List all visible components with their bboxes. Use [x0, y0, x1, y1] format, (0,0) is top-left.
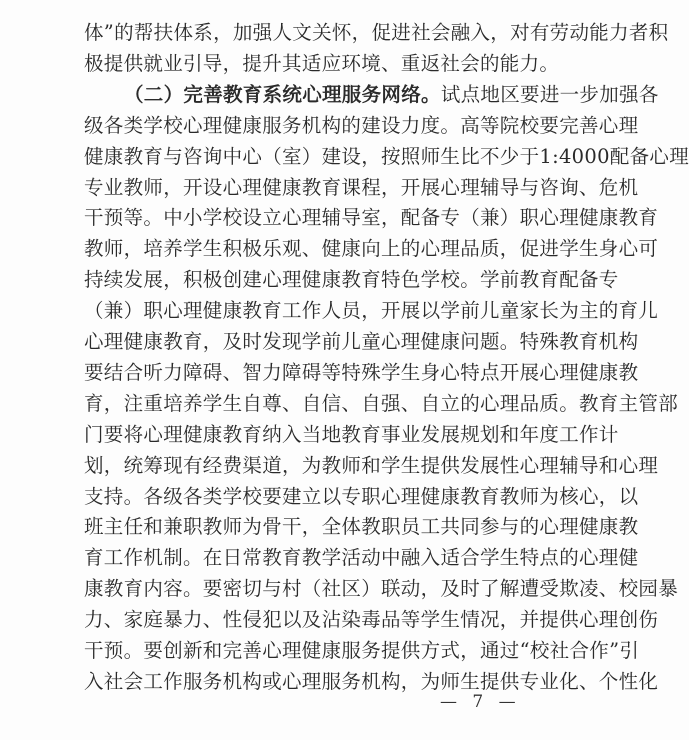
text-line-20: 干预。要创新和完善心理健康服务提供方式，通过“校社合作”引 [84, 639, 640, 662]
text-line-8: 持续发展，积极创建心理健康教育特色学校。学前教育配备专 [84, 268, 619, 292]
page-number-footer [440, 690, 516, 714]
text-line-3: 级各类学校心理健康服务机构的建设力度。高等院校要完善心理 [84, 113, 639, 137]
text-line-17: 育工作机制。在日常教育教学活动中融入适合学生特点的心理健 [84, 546, 639, 570]
page-dash-left: — [440, 692, 457, 712]
heading-line-rest: 试点地区要进一步加强各 [440, 82, 659, 106]
text-line-11: 要结合听力障碍、智力障碍等特殊学生身心特点开展心理健康教 [84, 360, 639, 384]
text-line-5: 专业教师，开设心理健康教育课程，开展心理辅导与咨询、危机 [84, 175, 639, 199]
text-line-19: 力、家庭暴力、性侵犯以及沾染毒品等学生情况，并提供心理创伤 [84, 608, 659, 632]
text-line-2: 极提供就业引导，提升其适应环境、重返社会的能力。 [84, 51, 560, 75]
text-line-7: 教师，培养学生积极乐观、健康向上的心理品质，促进学生身心可 [84, 237, 659, 261]
section-heading: （二）完善教育系统心理服务网络。 [124, 82, 441, 106]
text-line-15: 支持。各级各类学校要建立以专职心理健康教育教师为核心，以 [84, 484, 639, 508]
text-line-13: 门要将心理健康教育纳入当地教育事业发展规划和年度工作计 [84, 422, 619, 446]
text-line-10: 心理健康教育，及时发现学前儿童心理健康问题。特殊教育机构 [84, 330, 639, 353]
text-line-6: 干预等。中小学校设立心理辅导室，配备专（兼）职心理健康教育 [84, 206, 659, 230]
text-line-14: 划，统筹现有经费渠道，为教师和学生提供发展性心理辅导和心理 [84, 453, 659, 477]
text-line-4: 健康教育与咨询中心（室）建设，按照师生比不少于1:4000配备心理 [84, 144, 689, 168]
text-line-16: 班主任和兼职教师为骨干，全体教职员工共同参与的心理健康教 [84, 515, 639, 539]
text-line-21: 入社会工作服务机构或心理服务机构，为师生提供专业化、个性化 [84, 669, 659, 693]
text-line-18: 康教育内容。要密切与村（社区）联动，及时了解遭受欺凌、校园暴 [84, 577, 679, 601]
text-line-1: 体”的帮扶体系，加强人文关怀，促进社会融入，对有劳动能力者积 [84, 21, 669, 44]
page-dash-right: — [498, 692, 516, 712]
heading-line [124, 80, 659, 111]
text-line-12: 育，注重培养学生自尊、自信、自强、自立的心理品质。教育主管部 [84, 391, 679, 415]
page-number: 7 [472, 692, 484, 712]
text-line-9: （兼）职心理健康教育工作人员，开展以学前儿童家长为主的育儿 [84, 299, 659, 323]
